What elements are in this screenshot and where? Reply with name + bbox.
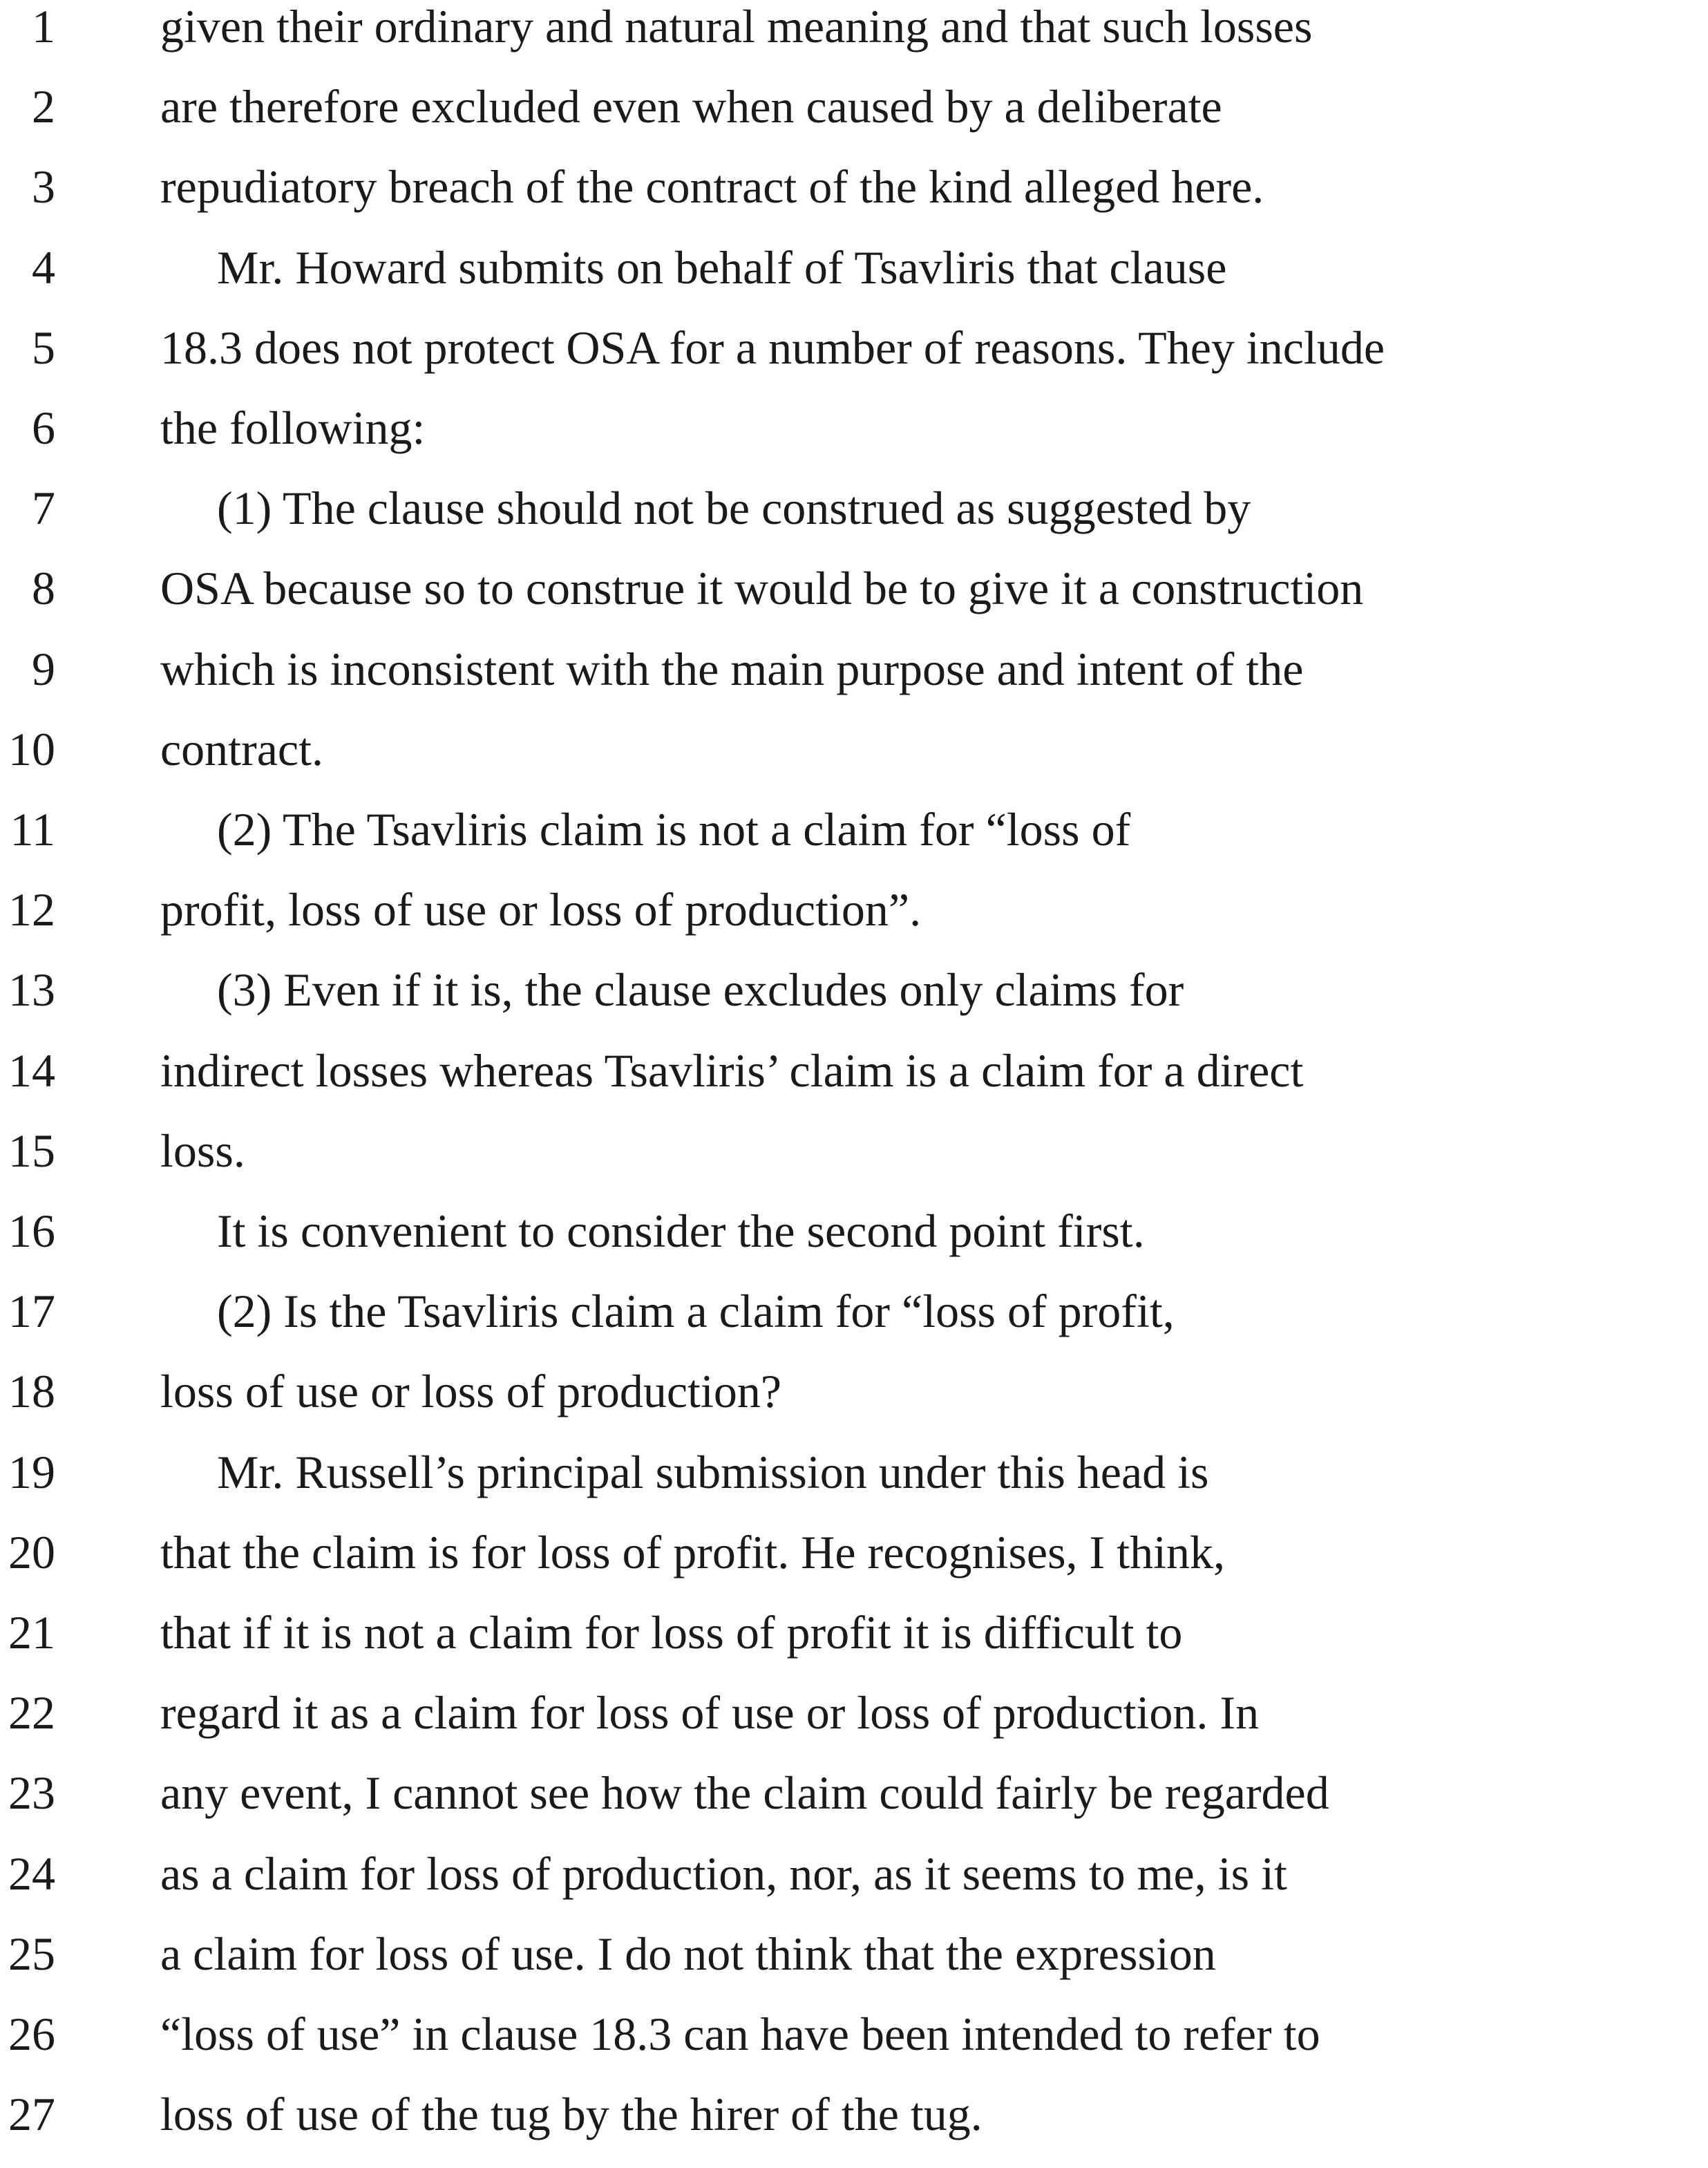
text-line <box>0 1686 1708 1766</box>
line-number: 23 <box>8 1766 55 1820</box>
text-line <box>0 562 1708 642</box>
line-number: 25 <box>8 1927 55 1980</box>
text-line <box>0 241 1708 321</box>
line-text: the following: <box>160 402 426 454</box>
line-text: Mr. Howard submits on behalf of Tsavliris that clause <box>217 241 1227 294</box>
line-text: (1) The clause should not be construed as suggested by <box>217 482 1251 535</box>
text-line <box>0 883 1708 963</box>
text-line <box>0 80 1708 160</box>
line-text: any event, I cannot see how the claim could fairly be regarded <box>160 1766 1329 1820</box>
line-number: 24 <box>8 1847 55 1900</box>
line-number: 22 <box>8 1686 55 1740</box>
text-line <box>0 482 1708 562</box>
line-text: that the claim is for loss of profit. He recognises, I think, <box>160 1525 1225 1578</box>
line-text: which is inconsistent with the main purpose and intent of the <box>160 642 1304 695</box>
text-line <box>0 2008 1708 2088</box>
line-number: 1 <box>32 0 55 53</box>
line-number: 10 <box>8 722 55 775</box>
line-number: 18 <box>8 1365 55 1418</box>
text-line <box>0 1205 1708 1285</box>
line-text: profit, loss of use or loss of production”. <box>160 883 922 936</box>
line-number: 9 <box>32 642 55 695</box>
text-line <box>0 803 1708 883</box>
text-line <box>0 1847 1708 1927</box>
text-line <box>0 2088 1708 2168</box>
line-number: 15 <box>8 1124 55 1177</box>
line-text: repudiatory breach of the contract of the kind alleged here. <box>160 160 1264 214</box>
line-text: 18.3 does not protect OSA for a number of reasons. They include <box>160 321 1385 374</box>
line-text: It is convenient to consider the second point first. <box>217 1205 1145 1257</box>
line-text: as a claim for loss of production, nor, as it seems to me, is it <box>160 1847 1287 1900</box>
line-text: Mr. Russell’s principal submission under this head is <box>217 1445 1209 1498</box>
text-line <box>0 321 1708 402</box>
line-text: loss of use of the tug by the hirer of the tug. <box>160 2088 983 2141</box>
text-line <box>0 1766 1708 1847</box>
line-number: 26 <box>8 2008 55 2060</box>
text-line <box>0 1124 1708 1205</box>
line-text: loss of use or loss of production? <box>160 1365 782 1418</box>
text-line <box>0 1285 1708 1365</box>
line-number: 11 <box>10 803 55 856</box>
line-number: 3 <box>32 160 55 214</box>
line-number: 20 <box>8 1525 55 1578</box>
line-text: a claim for loss of use. I do not think that the expression <box>160 1927 1216 1980</box>
line-text: “loss of use” in clause 18.3 can have been intended to refer to <box>160 2008 1320 2060</box>
line-number: 2 <box>32 80 55 133</box>
text-line <box>0 723 1708 803</box>
text-line <box>0 1365 1708 1445</box>
line-text: (2) The Tsavliris claim is not a claim for “loss of <box>217 803 1131 856</box>
text-line <box>0 1927 1708 2008</box>
line-text: contract. <box>160 722 323 775</box>
line-number: 12 <box>8 883 55 936</box>
line-number: 27 <box>8 2088 55 2141</box>
line-number: 5 <box>32 321 55 374</box>
line-number: 21 <box>8 1606 55 1659</box>
line-number: 4 <box>32 241 55 294</box>
text-line <box>0 402 1708 482</box>
line-text: are therefore excluded even when caused by a deliberate <box>160 80 1222 133</box>
line-number: 7 <box>32 482 55 535</box>
line-number: 19 <box>8 1445 55 1498</box>
line-text: given their ordinary and natural meaning and that such losses <box>160 0 1313 53</box>
line-text: regard it as a claim for loss of use or loss of production. In <box>160 1686 1260 1740</box>
line-number: 14 <box>8 1044 55 1097</box>
line-text: loss. <box>160 1124 245 1177</box>
line-number: 6 <box>32 402 55 454</box>
text-line <box>0 1044 1708 1124</box>
text-line <box>0 1446 1708 1526</box>
line-text: that if it is not a claim for loss of profit it is difficult to <box>160 1606 1183 1659</box>
line-number: 8 <box>32 562 55 615</box>
line-text: indirect losses whereas Tsavliris’ claim is a claim for a direct <box>160 1044 1304 1097</box>
text-line <box>0 160 1708 241</box>
line-number: 16 <box>8 1205 55 1257</box>
text-line <box>0 0 1708 80</box>
line-text: (2) Is the Tsavliris claim a claim for “loss of profit, <box>217 1285 1175 1338</box>
line-text: OSA because so to construe it would be to give it a construction <box>160 562 1364 615</box>
line-number: 13 <box>8 963 55 1017</box>
text-line <box>0 643 1708 723</box>
line-number: 17 <box>8 1285 55 1338</box>
text-line <box>0 1526 1708 1606</box>
text-line <box>0 1606 1708 1686</box>
line-text: (3) Even if it is, the clause excludes only claims for <box>217 963 1184 1017</box>
text-line <box>0 963 1708 1044</box>
